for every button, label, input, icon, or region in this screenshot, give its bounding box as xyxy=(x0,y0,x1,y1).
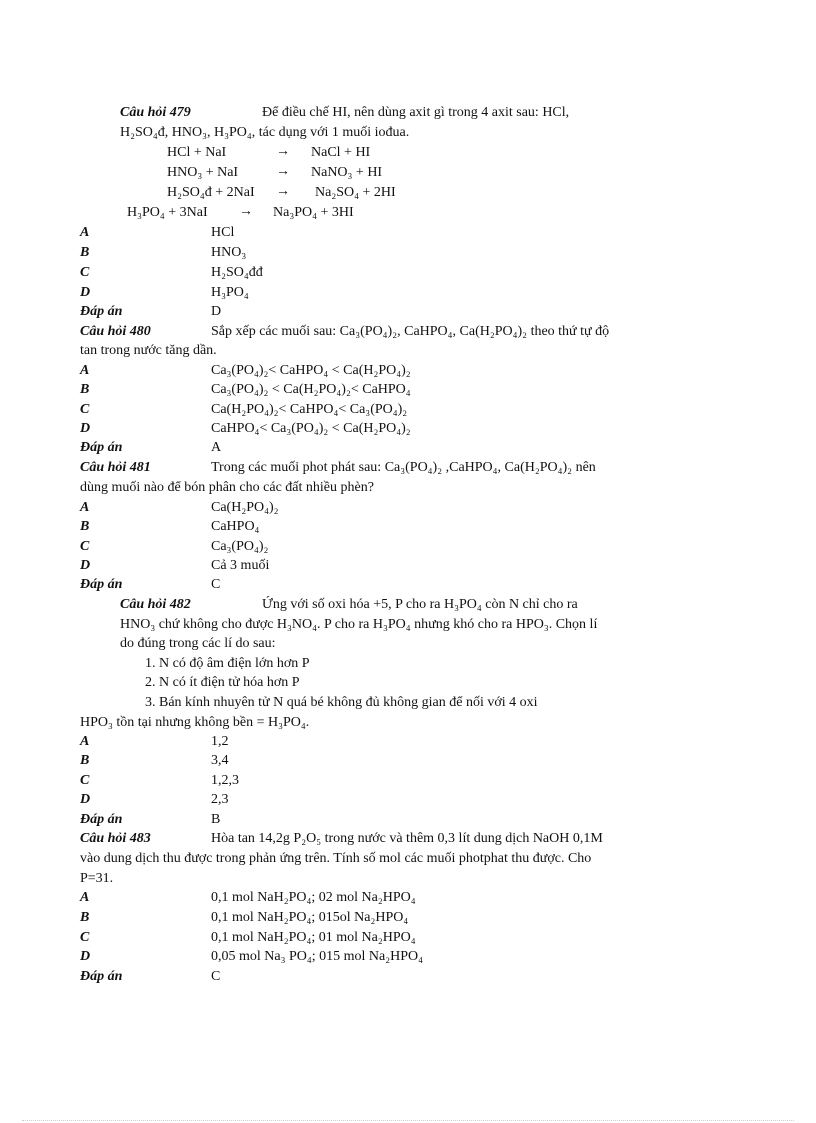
option-letter: C xyxy=(80,773,90,788)
arrow-icon: → xyxy=(239,204,253,219)
option-letter: C xyxy=(80,265,90,280)
question-text: HPO₃ tồn tại nhưng không bền = H₃PO₄. xyxy=(80,715,310,730)
question-text: H₂SO₄đ, HNO₃, H₃PO₄, tác dụng với 1 muối iođua. xyxy=(120,125,410,140)
reaction-left: HNO₃ + NaI xyxy=(167,165,239,180)
question-text: dùng muối nào để bón phân cho các đất nhiều phèn? xyxy=(80,480,374,495)
reaction-left: H₂SO₄đ + 2NaI xyxy=(167,185,255,200)
question-text: Để điều chế HI, nên dùng axit gì trong 4 axit sau: HCl, xyxy=(262,105,570,120)
reaction-left: HCl + NaI xyxy=(167,145,227,160)
reaction-left: H₃PO₄ + 3NaI xyxy=(127,205,208,220)
arrow-icon: → xyxy=(276,164,290,179)
option-letter: B xyxy=(80,382,90,397)
question-label: Câu hỏi 481 xyxy=(80,460,151,475)
question-text: P=31. xyxy=(80,871,114,886)
question-text: do đúng trong các lí do sau: xyxy=(120,636,276,651)
option-letter: A xyxy=(80,225,90,240)
option-text: Cả 3 muối xyxy=(211,558,270,573)
option-letter: A xyxy=(80,890,90,905)
option-text: 0,05 mol Na₃ PO₄; 015 mol Na₂HPO₄ xyxy=(211,949,424,964)
arrow-icon: → xyxy=(276,144,290,159)
option-text: 0,1 mol NaH₂PO₄; 01 mol Na₂HPO₄ xyxy=(211,930,416,945)
option-text: 2,3 xyxy=(211,792,229,807)
option-text: Ca₃(PO₄)₂ xyxy=(211,539,269,554)
page-footer-divider xyxy=(22,1120,794,1121)
option-letter: C xyxy=(80,930,90,945)
option-letter: D xyxy=(80,285,91,300)
option-letter: A xyxy=(80,363,90,378)
option-text: HNO₃ xyxy=(211,245,247,260)
option-letter: A xyxy=(80,500,90,515)
option-text: 1,2,3 xyxy=(211,773,239,788)
question-text: Trong các muối phot phát sau: Ca₃(PO₄)₂ ,CaHPO₄, Ca(H₂PO₄)₂ nên xyxy=(211,460,596,475)
answer-value: A xyxy=(211,440,222,455)
option-letter: D xyxy=(80,421,91,436)
answer-label: Đáp án xyxy=(80,577,123,592)
answer-value: D xyxy=(211,304,222,319)
option-text: Ca₃(PO₄)₂ < Ca(H₂PO₄)₂< CaHPO₄ xyxy=(211,382,411,397)
option-text: Ca₃(PO₄)₂< CaHPO₄ < Ca(H₂PO₄)₂ xyxy=(211,363,411,378)
option-letter: C xyxy=(80,539,90,554)
option-text: 3,4 xyxy=(211,753,229,768)
option-letter: B xyxy=(80,910,90,925)
question-text: Ứng với số oxi hóa +5, P cho ra H₃PO₄ còn N chỉ cho ra xyxy=(262,597,578,612)
option-text: 1,2 xyxy=(211,734,229,749)
reaction-right: Na₃PO₄ + 3HI xyxy=(273,205,354,220)
answer-label: Đáp án xyxy=(80,969,123,984)
question-text: HNO₃ chứ không cho được H₃NO₄. P cho ra H₃PO₄ nhưng khó cho ra HPO₃. Chọn lí xyxy=(120,617,598,632)
option-text: CaHPO₄< Ca₃(PO₄)₂ < Ca(H₂PO₄)₂ xyxy=(211,421,411,436)
option-letter: D xyxy=(80,949,91,964)
reason-item: 1. N có độ âm điện lớn hơn P xyxy=(145,656,310,671)
reaction-right: Na₂SO₄ + 2HI xyxy=(315,185,396,200)
option-letter: B xyxy=(80,245,90,260)
option-letter: C xyxy=(80,402,90,417)
option-text: H₃PO₄ xyxy=(211,285,249,300)
answer-value: C xyxy=(211,969,221,984)
answer-label: Đáp án xyxy=(80,440,123,455)
reason-item: 2. N có ít điện tử hóa hơn P xyxy=(145,675,300,690)
reaction-right: NaNO₃ + HI xyxy=(311,165,383,180)
option-letter: A xyxy=(80,734,90,749)
answer-label: Đáp án xyxy=(80,812,123,827)
question-label: Câu hỏi 479 xyxy=(120,105,191,120)
option-text: 0,1 mol NaH₂PO₄; 015ol Na₂HPO₄ xyxy=(211,910,409,925)
question-text: Hòa tan 14,2g P₂O₅ trong nước và thêm 0,3 lít dung dịch NaOH 0,1M xyxy=(211,831,603,846)
question-text: tan trong nước tăng dần. xyxy=(80,343,217,358)
option-letter: D xyxy=(80,558,91,573)
question-label: Câu hỏi 482 xyxy=(120,597,191,612)
option-letter: D xyxy=(80,792,91,807)
answer-label: Đáp án xyxy=(80,304,123,319)
option-text: HCl xyxy=(211,225,235,240)
arrow-icon: → xyxy=(276,184,290,199)
option-letter: B xyxy=(80,753,90,768)
reaction-right: NaCl + HI xyxy=(311,145,371,160)
question-text: Sắp xếp các muối sau: Ca₃(PO₄)₂, CaHPO₄, Ca(H₂PO₄)₂ theo thứ tự độ xyxy=(211,324,610,339)
question-label: Câu hỏi 483 xyxy=(80,831,151,846)
option-text: Ca(H₂PO₄)₂ xyxy=(211,500,279,515)
option-text: 0,1 mol NaH₂PO₄; 02 mol Na₂HPO₄ xyxy=(211,890,416,905)
option-text: Ca(H₂PO₄)₂< CaHPO₄< Ca₃(PO₄)₂ xyxy=(211,402,408,417)
option-text: H₂SO₄đđ xyxy=(211,265,263,280)
option-letter: B xyxy=(80,519,90,534)
reason-item: 3. Bán kính nhuyên tử N quá bé không đủ không gian để nối với 4 oxi xyxy=(145,695,538,710)
question-label: Câu hỏi 480 xyxy=(80,324,151,339)
option-text: CaHPO₄ xyxy=(211,519,260,534)
answer-value: B xyxy=(211,812,221,827)
question-text: vào dung dịch thu được trong phản ứng trên. Tính số mol các muối photphat thu được. Cho xyxy=(80,851,592,866)
answer-value: C xyxy=(211,577,221,592)
